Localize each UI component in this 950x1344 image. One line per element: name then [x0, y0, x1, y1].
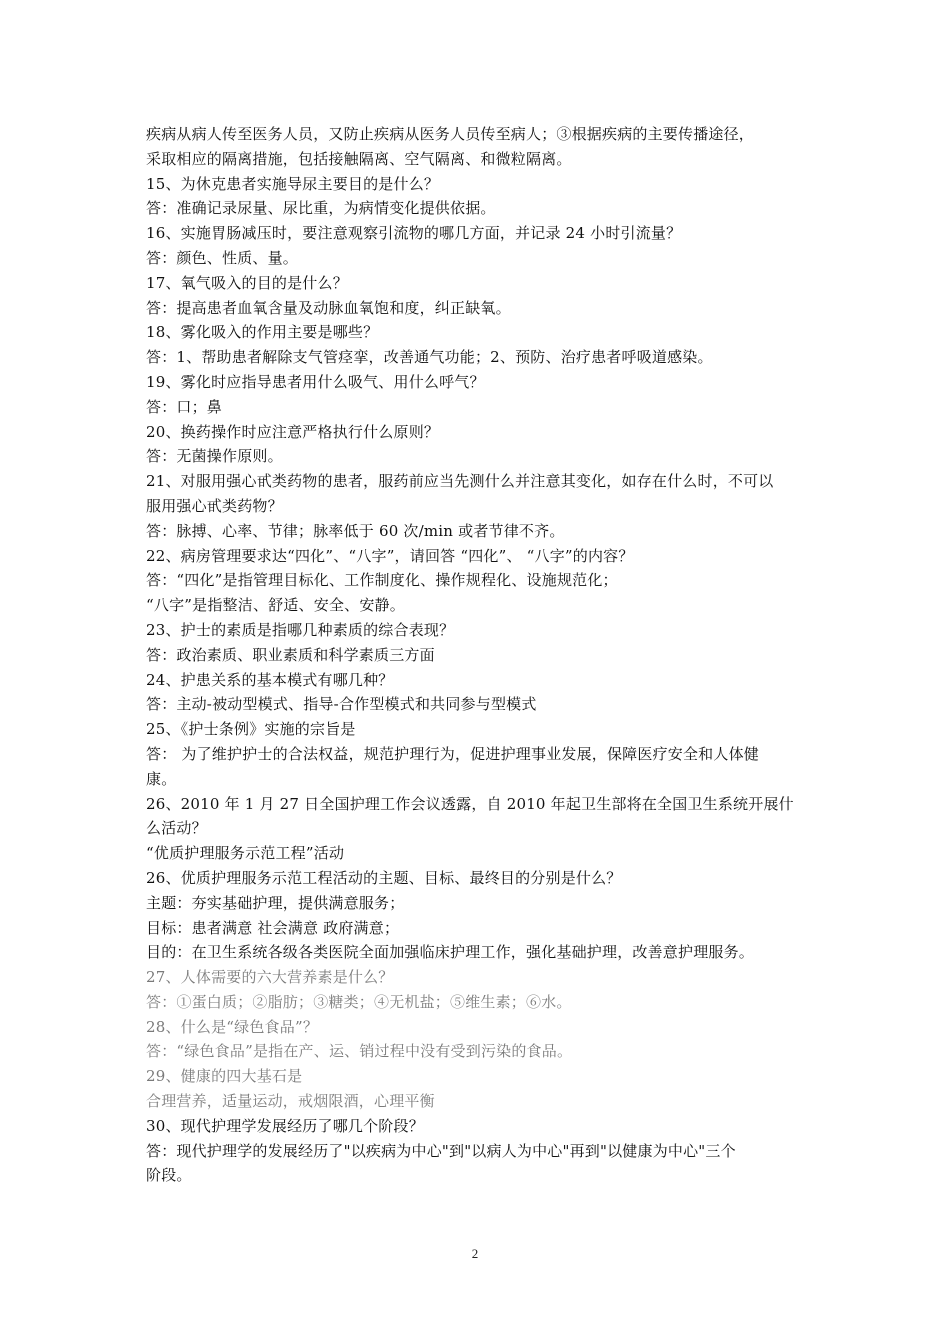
text-line: 15、为休克患者实施导尿主要目的是什么？ [146, 174, 440, 193]
text-line: 28、什么是“绿色食品”？ [146, 1017, 319, 1036]
text-line: 答：颜色、性质、量。 [146, 248, 299, 267]
text-line: 康。 [146, 769, 177, 788]
text-line: 采取相应的隔离措施，包括接触隔离、空气隔离、和微粒隔离。 [146, 149, 572, 168]
text-line: 答：“四化”是指管理目标化、工作制度化、操作规程化、设施规范化； [146, 571, 618, 590]
text-line: 答：准确记录尿量、尿比重，为病情变化提供依据。 [146, 199, 496, 218]
text-line: 22、病房管理要求达“四化”、“八字”，请回答 “四化”、 “八字”的内容？ [146, 546, 634, 565]
text-line: 主题：夯实基础护理，提供满意服务； [146, 893, 405, 912]
text-line: 16、实施胃肠减压时，要注意观察引流物的哪几方面，并记录 24 小时引流量？ [146, 224, 682, 243]
text-line: “优质护理服务示范工程”活动 [146, 844, 345, 863]
text-line: 答：“绿色食品”是指在产、运、销过程中没有受到污染的食品。 [146, 1042, 573, 1061]
text-line: 20、换药操作时应注意严格执行什么原则？ [146, 422, 440, 441]
text-line: 答：提高患者血氧含量及动脉血氧饱和度，纠正缺氧。 [146, 298, 511, 317]
text-line: 30、现代护理学发展经历了哪几个阶段？ [146, 1116, 424, 1135]
text-line: 26、2010 年 1 月 27 日全国护理工作会议透露，自 2010 年起卫生部将在全国卫生系统开展什 [146, 794, 794, 813]
text-line: 26、优质护理服务示范工程活动的主题、目标、最终目的分别是什么？ [146, 868, 622, 887]
text-line: 阶段。 [146, 1166, 192, 1185]
page-number: 2 [471, 1246, 479, 1261]
text-line: 17、氧气吸入的目的是什么？ [146, 273, 348, 292]
text-line: 么活动？ [146, 819, 207, 838]
document-body [146, 122, 810, 1188]
text-line: 答：口；鼻 [146, 397, 223, 416]
text-line: 答：主动-被动型模式、指导-合作型模式和共同参与型模式 [146, 695, 537, 714]
text-line: 答：无菌操作原则。 [146, 447, 283, 466]
text-line: 23、护士的素质是指哪几种素质的综合表现？ [146, 620, 455, 639]
text-line: 27、人体需要的六大营养素是什么？ [146, 968, 394, 987]
text-line: 25、《护士条例》实施的宗旨是 [146, 720, 356, 739]
text-line: 答： 为了维护护士的合法权益，规范护理行为，促进护理事业发展，保障医疗安全和人体健 [146, 744, 759, 763]
text-line: 疾病从病人传至医务人员，又防止疾病从医务人员传至病人；③根据疾病的主要传播途径， [146, 125, 755, 143]
text-line: 答：现代护理学的发展经历了"以疾病为中心"到"以病人为中心"再到"以健康为中心"三个 [146, 1141, 736, 1160]
text-line: 19、雾化时应指导患者用什么吸气、用什么呼气？ [146, 372, 485, 391]
text-line: 答：脉搏、心率、节律；脉率低于 60 次/min 或者节律不齐。 [146, 521, 565, 540]
text-line: 目的：在卫生系统各级各类医院全面加强临床护理工作，强化基础护理，改善意护理服务。 [146, 943, 755, 962]
text-line: 答：①蛋白质；②脂肪；③糖类；④无机盐；⑤维生素；⑥水。 [146, 992, 572, 1011]
text-line: “八字”是指整洁、舒适、安全、安静。 [146, 596, 405, 615]
text-line: 答：1、帮助患者解除支气管痉挛，改善通气功能；2、预防、治疗患者呼吸道感染。 [146, 348, 713, 367]
text-line: 21、对服用强心甙类药物的患者，服药前应当先测什么并注意其变化，如存在什么时，不可以 [146, 472, 774, 491]
text-line: 24、护患关系的基本模式有哪几种？ [146, 670, 394, 689]
text-line: 服用强心甙类药物？ [146, 496, 283, 515]
text-line: 合理营养，适量运动，戒烟限酒，心理平衡 [146, 1092, 435, 1111]
text-line: 29、健康的四大基石是 [146, 1067, 303, 1086]
text-line: 18、雾化吸入的作用主要是哪些？ [146, 323, 379, 342]
text-line: 目标：患者满意 社会满意 政府满意； [146, 918, 400, 937]
text-line: 答：政治素质、职业素质和科学素质三方面 [146, 645, 435, 664]
